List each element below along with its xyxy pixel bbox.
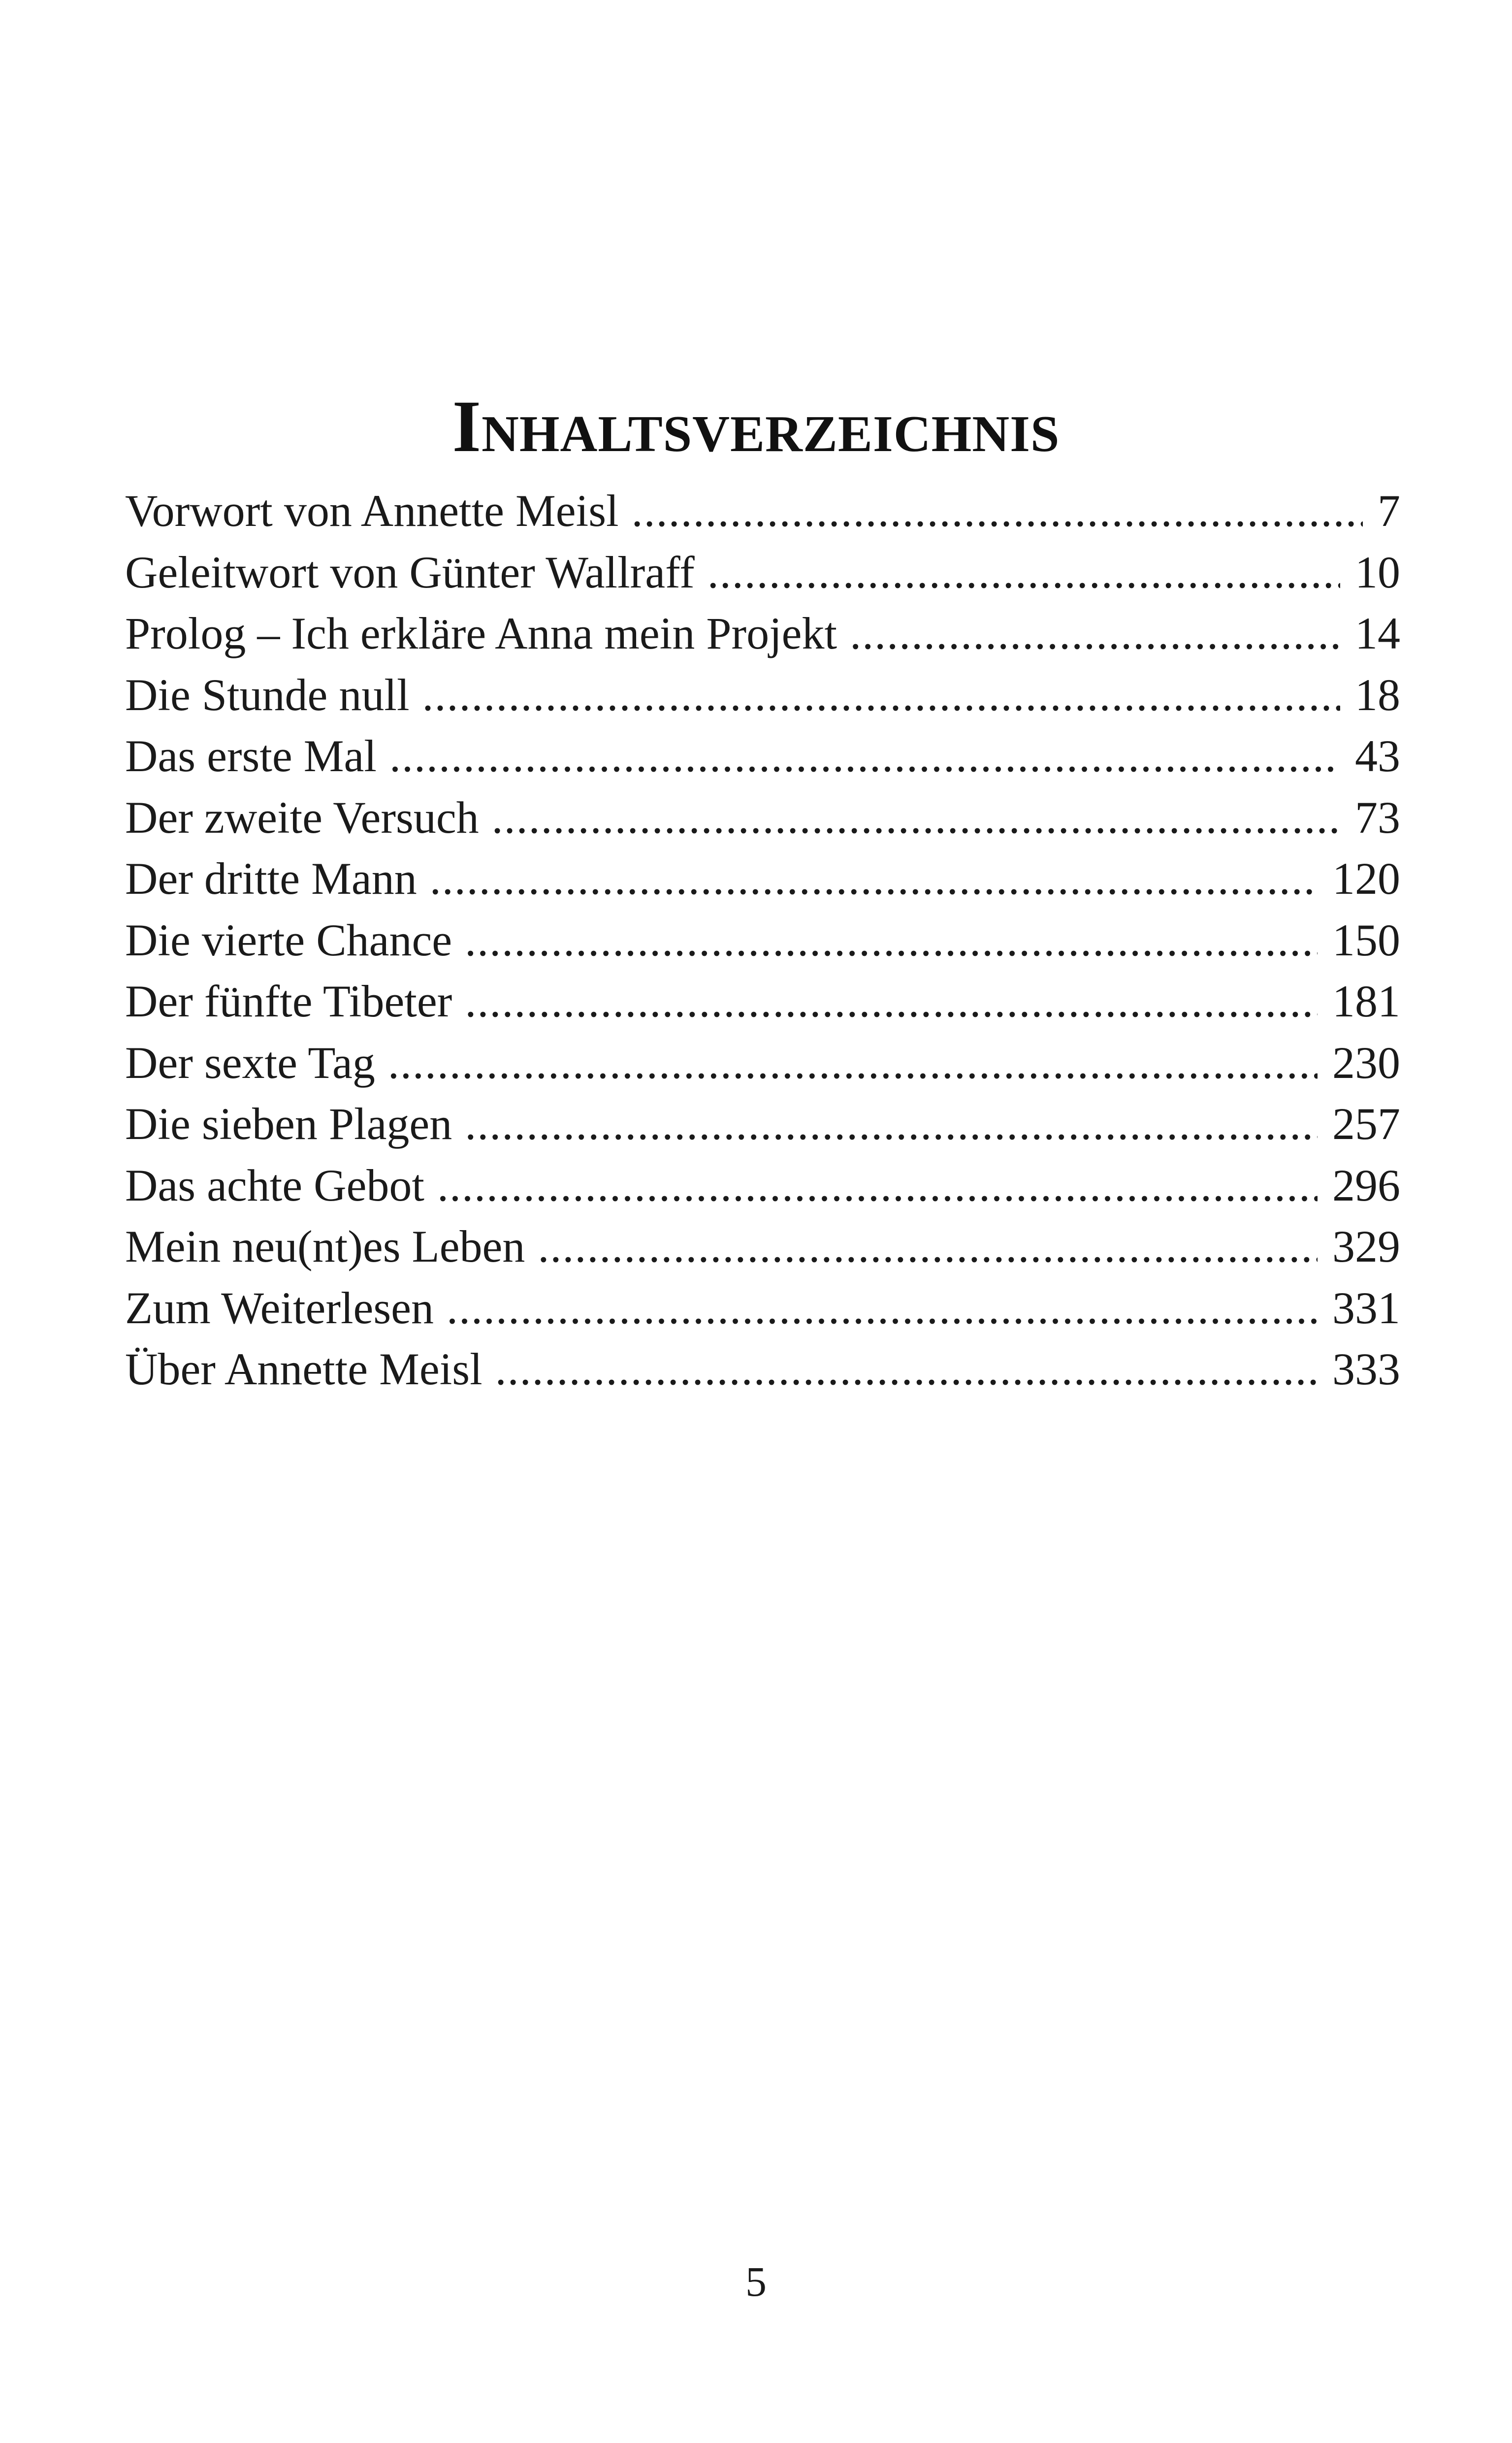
toc-entry-title: Geleitwort von Günter Wallraff xyxy=(125,547,695,597)
toc-leader-dots xyxy=(492,787,1340,848)
toc-entry xyxy=(125,971,1400,1032)
toc-entry xyxy=(125,1216,1400,1277)
toc-entry-page: 7 xyxy=(1378,486,1400,536)
toc-entry-title: Der zweite Versuch xyxy=(125,792,479,843)
toc-entry-page: 150 xyxy=(1332,914,1400,965)
toc-entry-page: 181 xyxy=(1332,976,1400,1026)
toc-entry-title: Mein neu(nt)es Leben xyxy=(125,1221,525,1271)
toc-entry-page: 331 xyxy=(1332,1282,1400,1333)
toc-entry-page: 120 xyxy=(1332,853,1400,904)
toc-entry-title: Der sexte Tag xyxy=(125,1037,375,1088)
toc-entry-title: Die sieben Plagen xyxy=(125,1099,452,1149)
toc-entry xyxy=(125,480,1400,542)
toc-entry xyxy=(125,1338,1400,1400)
toc-entry-page: 10 xyxy=(1355,547,1400,597)
toc-leader-dots xyxy=(495,1338,1318,1400)
toc-entry xyxy=(125,542,1400,603)
toc-entry-title: Der dritte Mann xyxy=(125,853,417,904)
toc-entry-title: Der fünfte Tibeter xyxy=(125,976,452,1026)
toc-entry xyxy=(125,910,1400,971)
toc-entry xyxy=(125,664,1400,726)
table-of-contents xyxy=(125,480,1400,1400)
toc-leader-dots xyxy=(388,1032,1318,1094)
toc-leader-dots xyxy=(389,725,1340,787)
toc-entry xyxy=(125,1277,1400,1339)
toc-entry xyxy=(125,1155,1400,1216)
toc-leader-dots xyxy=(447,1277,1318,1339)
toc-leader-dots xyxy=(632,480,1363,542)
toc-leader-dots xyxy=(465,910,1318,971)
toc-entry xyxy=(125,1032,1400,1094)
toc-entry-title: Die Stunde null xyxy=(125,669,410,720)
toc-leader-dots xyxy=(850,603,1340,664)
toc-entry-page: 18 xyxy=(1355,669,1400,720)
toc-entry-page: 73 xyxy=(1355,792,1400,843)
toc-entry-title: Zum Weiterlesen xyxy=(125,1282,434,1333)
toc-entry xyxy=(125,1093,1400,1155)
toc-entry-title: Das erste Mal xyxy=(125,731,377,781)
toc-leader-dots xyxy=(465,1093,1318,1155)
toc-entry-page: 14 xyxy=(1355,608,1400,658)
page-number: 5 xyxy=(745,2258,767,2305)
toc-entry-title: Prolog – Ich erkläre Anna mein Projekt xyxy=(125,608,837,658)
toc-leader-dots xyxy=(437,1155,1318,1216)
toc-heading: Inhaltsverzeichnis xyxy=(452,385,1060,467)
toc-leader-dots xyxy=(430,848,1318,910)
toc-entry xyxy=(125,848,1400,910)
toc-entry-page: 230 xyxy=(1332,1037,1400,1088)
toc-entry-page: 43 xyxy=(1355,731,1400,781)
toc-entry xyxy=(125,725,1400,787)
toc-entry-title: Vorwort von Annette Meisl xyxy=(125,486,619,536)
toc-entry-title: Die vierte Chance xyxy=(125,914,452,965)
toc-entry-page: 296 xyxy=(1332,1160,1400,1210)
toc-entry xyxy=(125,787,1400,848)
toc-entry-page: 257 xyxy=(1332,1099,1400,1149)
toc-entry xyxy=(125,603,1400,664)
toc-leader-dots xyxy=(422,664,1340,726)
toc-leader-dots xyxy=(538,1216,1318,1277)
toc-leader-dots xyxy=(708,542,1340,603)
toc-entry-page: 329 xyxy=(1332,1221,1400,1271)
toc-entry-title: Das achte Gebot xyxy=(125,1160,424,1210)
toc-entry-page: 333 xyxy=(1332,1344,1400,1394)
toc-leader-dots xyxy=(465,971,1318,1032)
toc-entry-title: Über Annette Meisl xyxy=(125,1344,483,1394)
